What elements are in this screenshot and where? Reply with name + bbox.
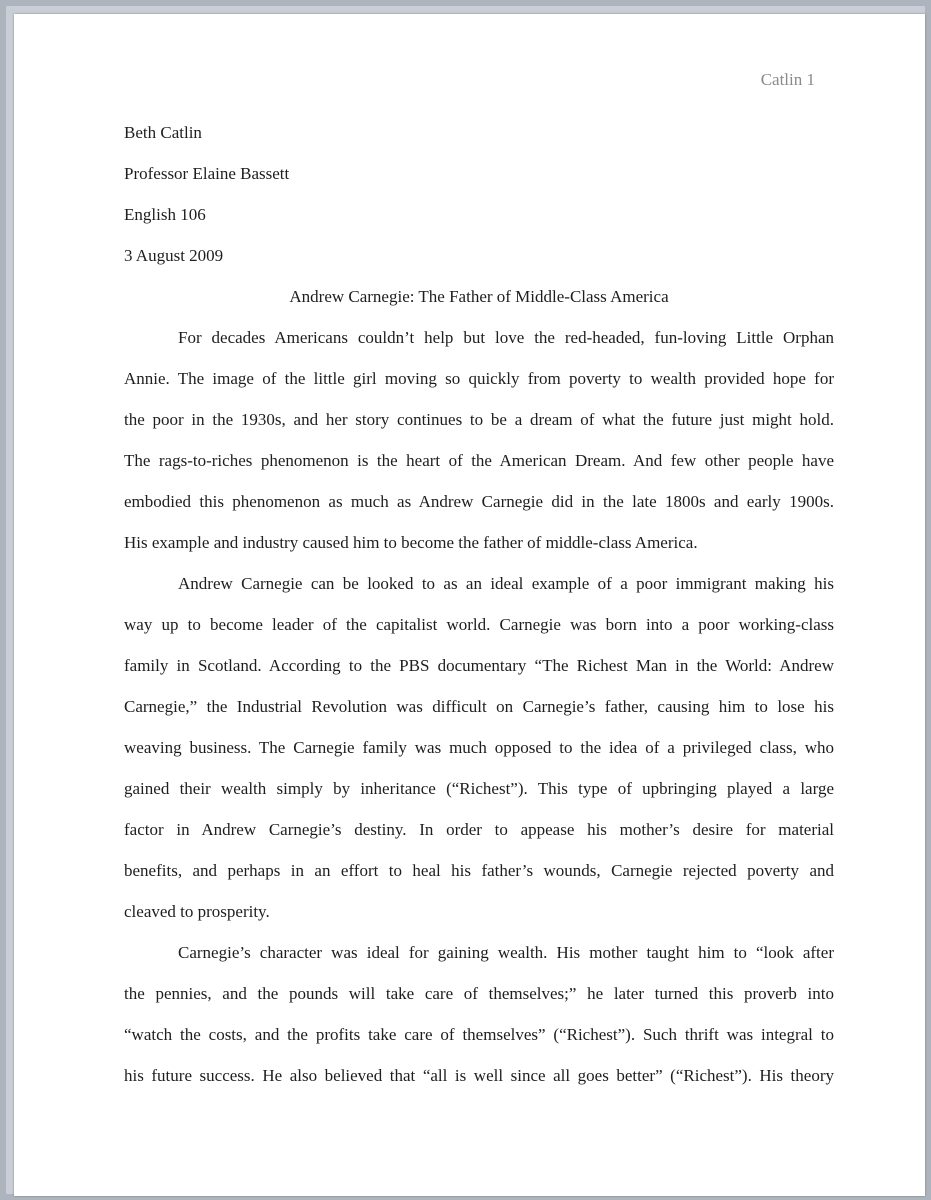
paragraph-line: Carnegie’s character was ideal for gaining wealth. His mother taught him to “look after [178, 943, 834, 962]
paragraph-line: gained their wealth simply by inheritance (“Richest”). This type of upbringing played a large [124, 779, 834, 798]
paragraph-line: the poor in the 1930s, and her story continues to be a dream of what the future just might hold. [124, 410, 834, 429]
essay-body [124, 112, 834, 1096]
essay-title: Andrew Carnegie: The Father of Middle-Class America [289, 287, 669, 306]
paragraph-line: way up to become leader of the capitalist world. Carnegie was born into a poor working-class [124, 615, 834, 634]
author-name: Beth Catlin [124, 123, 202, 142]
paragraph-line: His example and industry caused him to become the father of middle-class America. [124, 533, 698, 552]
paragraph-line: For decades Americans couldn’t help but love the red-headed, fun-loving Little Orphan [178, 328, 834, 347]
instructor-name: Professor Elaine Bassett [124, 164, 290, 183]
paragraph-line: family in Scotland. According to the PBS documentary “The Richest Man in the World: Andrew [124, 656, 834, 675]
paragraph-line: cleaved to prosperity. [124, 902, 270, 921]
document-page [14, 14, 925, 1196]
paragraph-line: Carnegie,” the Industrial Revolution was difficult on Carnegie’s father, causing him to lose his [124, 697, 834, 716]
paragraph-line: his future success. He also believed that “all is well since all goes better” (“Richest”). His theory [124, 1066, 834, 1085]
essay-date: 3 August 2009 [124, 246, 224, 265]
paragraph-2 [124, 563, 834, 932]
paragraph-line: weaving business. The Carnegie family was much opposed to the idea of a privileged class, who [124, 738, 834, 757]
paragraph-line: factor in Andrew Carnegie’s destiny. In order to appease his mother’s desire for material [124, 820, 834, 839]
running-head: Catlin 1 [760, 70, 815, 89]
paragraph-3 [124, 932, 834, 1096]
paragraph-line: The rags-to-riches phenomenon is the heart of the American Dream. And few other people have [124, 451, 834, 470]
paragraph-line: Andrew Carnegie can be looked to as an ideal example of a poor immigrant making his [178, 574, 834, 593]
paragraph-line: benefits, and perhaps in an effort to heal his father’s wounds, Carnegie rejected poverty and [124, 861, 834, 880]
paragraph-1 [124, 317, 834, 563]
course-name: English 106 [124, 205, 206, 224]
paragraph-line: “watch the costs, and the profits take care of themselves” (“Richest”). Such thrift was integral to [124, 1025, 834, 1044]
paragraph-line: the pennies, and the pounds will take care of themselves;” he later turned this proverb into [124, 984, 834, 1003]
paragraph-line: Annie. The image of the little girl moving so quickly from poverty to wealth provided hope for [124, 369, 834, 388]
paragraph-line: embodied this phenomenon as much as Andrew Carnegie did in the late 1800s and early 1900s. [124, 492, 834, 511]
